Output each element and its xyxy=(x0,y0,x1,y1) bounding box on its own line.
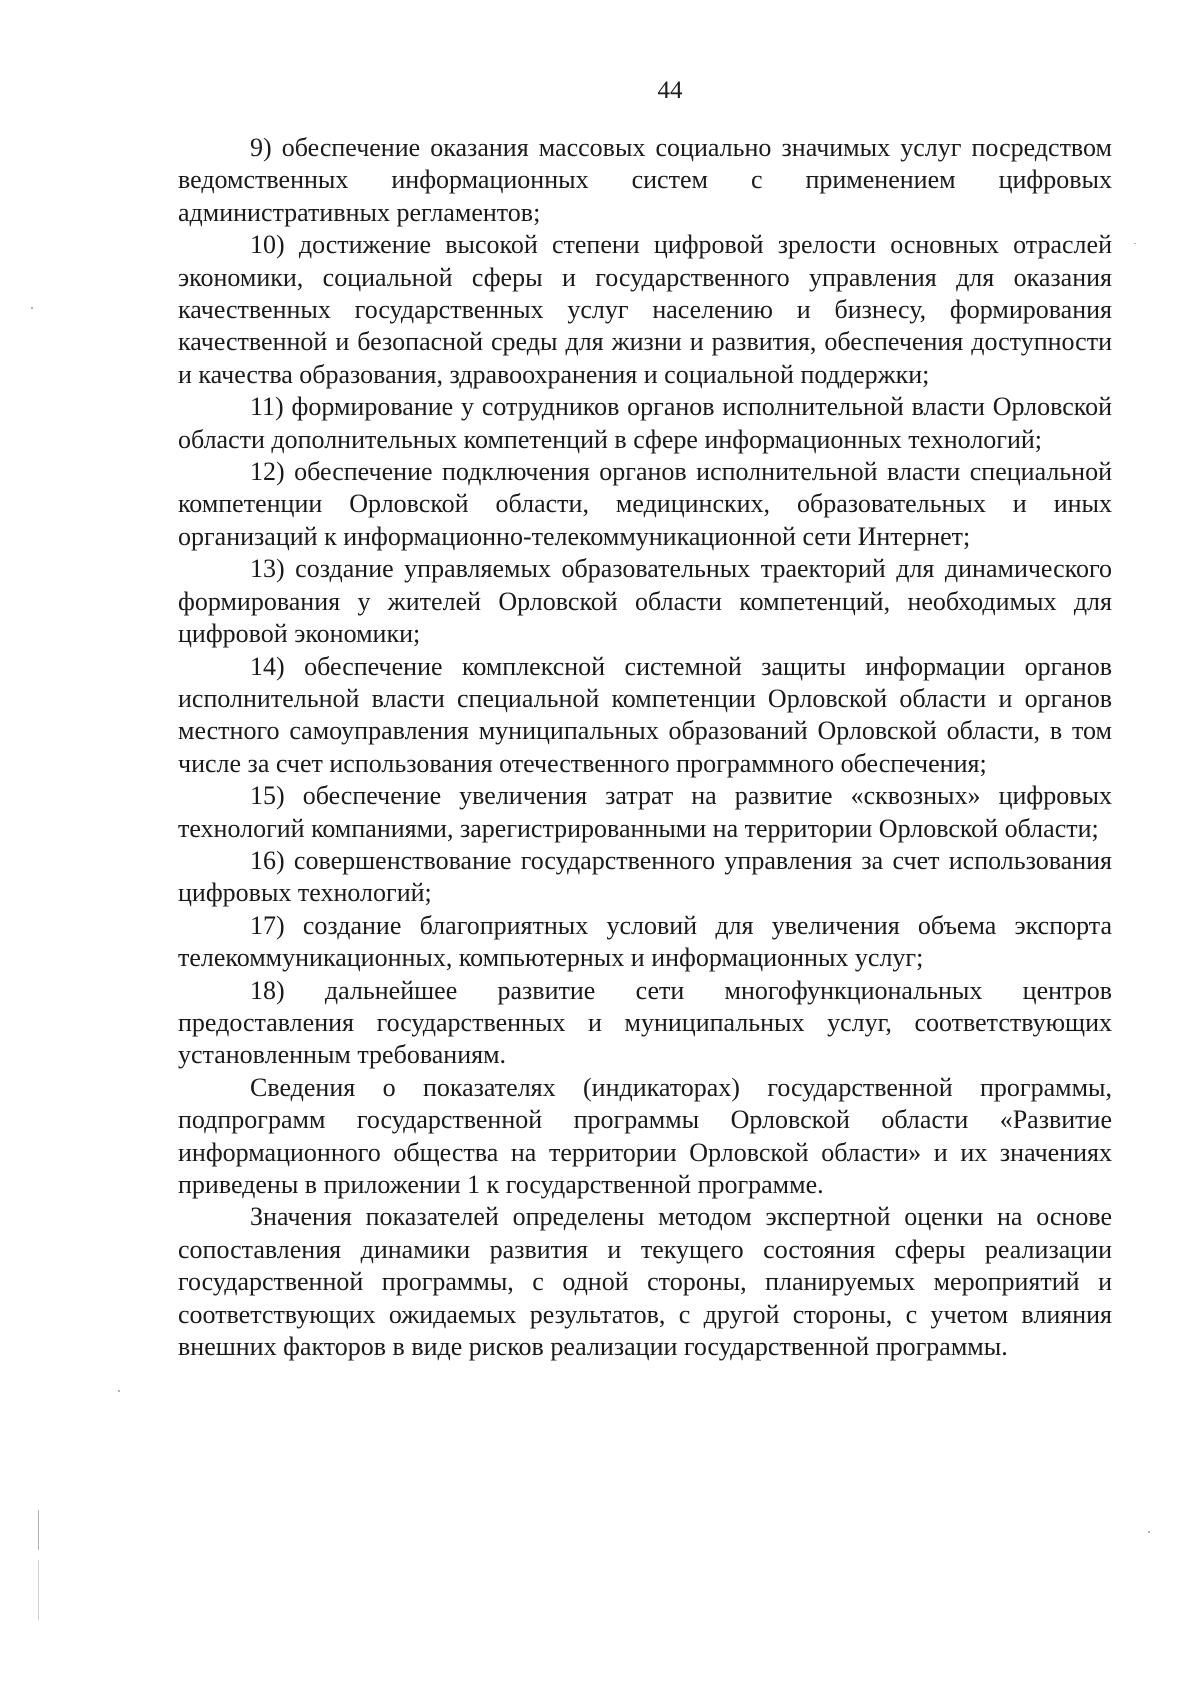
scan-speck xyxy=(1134,243,1136,244)
paragraph-indicators-info: Сведения о показателях (индикаторах) государственной программы, подпрограмм государственной программы Орловской области «Развитие информационного общества на территории Орловской области» и их значениях приведены в приложении 1 к государственной программе. xyxy=(178,1072,1112,1199)
paragraph-item-14: 14) обеспечение комплексной системной защиты информации органов исполнительной власти специальной компетенции Орловской области и органов местного самоуправления муниципальных образований Орловской области, в том числе за счет использования отечественного программного обеспечения; xyxy=(178,651,1112,778)
paragraph-item-10: 10) достижение высокой степени цифровой зрелости основных отраслей экономики, социальной сферы и государственного управления для оказания качественных государственных услуг населению и бизнесу, формирования качественной и безопасной среды для жизни и развития, обеспечения доступности и качества образования, здравоохранения и социальной поддержки; xyxy=(178,230,1112,389)
paragraph-item-9: 9) обеспечение оказания массовых социально значимых услуг посредством ведомственных информационных систем с применением цифровых административных регламентов; xyxy=(178,133,1112,227)
document-body xyxy=(178,132,1112,1363)
scan-edge-line xyxy=(38,1560,39,1620)
paragraph-item-17: 17) создание благоприятных условий для увеличения объема экспорта телекоммуникационных, компьютерных и информационных услуг; xyxy=(178,910,1112,973)
paragraph-item-18: 18) дальнейшее развитие сети многофункциональных центров предоставления государственных и муниципальных услуг, соответствующих установленным требованиям. xyxy=(178,975,1112,1070)
paragraph-indicators-method: Значения показателей определены методом экспертной оценки на основе сопоставления динамики развития и текущего состояния сферы реализации государственной программы, с одной стороны, планируемых мероприятий и соответствующих ожидаемых результатов, с другой стороны, с учетом влияния внешних факторов в виде рисков реализации государственной программы. xyxy=(178,1202,1112,1362)
paragraph-item-13: 13) создание управляемых образовательных траекторий для динамического формирования у жителей Орловской области компетенций, необходимых для цифровой экономики; xyxy=(178,554,1112,649)
paragraph-item-11: 11) формирование у сотрудников органов исполнительной власти Орловской области дополнительных компетенций в сфере информационных технологий; xyxy=(178,392,1112,454)
scan-speck xyxy=(118,1390,120,1392)
paragraph-item-16: 16) совершенствование государственного управления за счет использования цифровых технологий; xyxy=(178,845,1112,908)
paragraph-item-12: 12) обеспечение подключения органов исполнительной власти специальной компетенции Орловской области, медицинских, образовательных и иных организаций к информационно-телекоммуникационной сети Интернет; xyxy=(178,457,1112,551)
scan-edge-line xyxy=(38,1510,39,1550)
paragraph-item-15: 15) обеспечение увеличения затрат на развитие «сквозных» цифровых технологий компаниями, зарегистрированными на территории Орловской области; xyxy=(178,781,1112,843)
scan-speck xyxy=(1148,1531,1150,1533)
page-number: 44 xyxy=(657,77,683,104)
scan-speck xyxy=(31,307,33,309)
